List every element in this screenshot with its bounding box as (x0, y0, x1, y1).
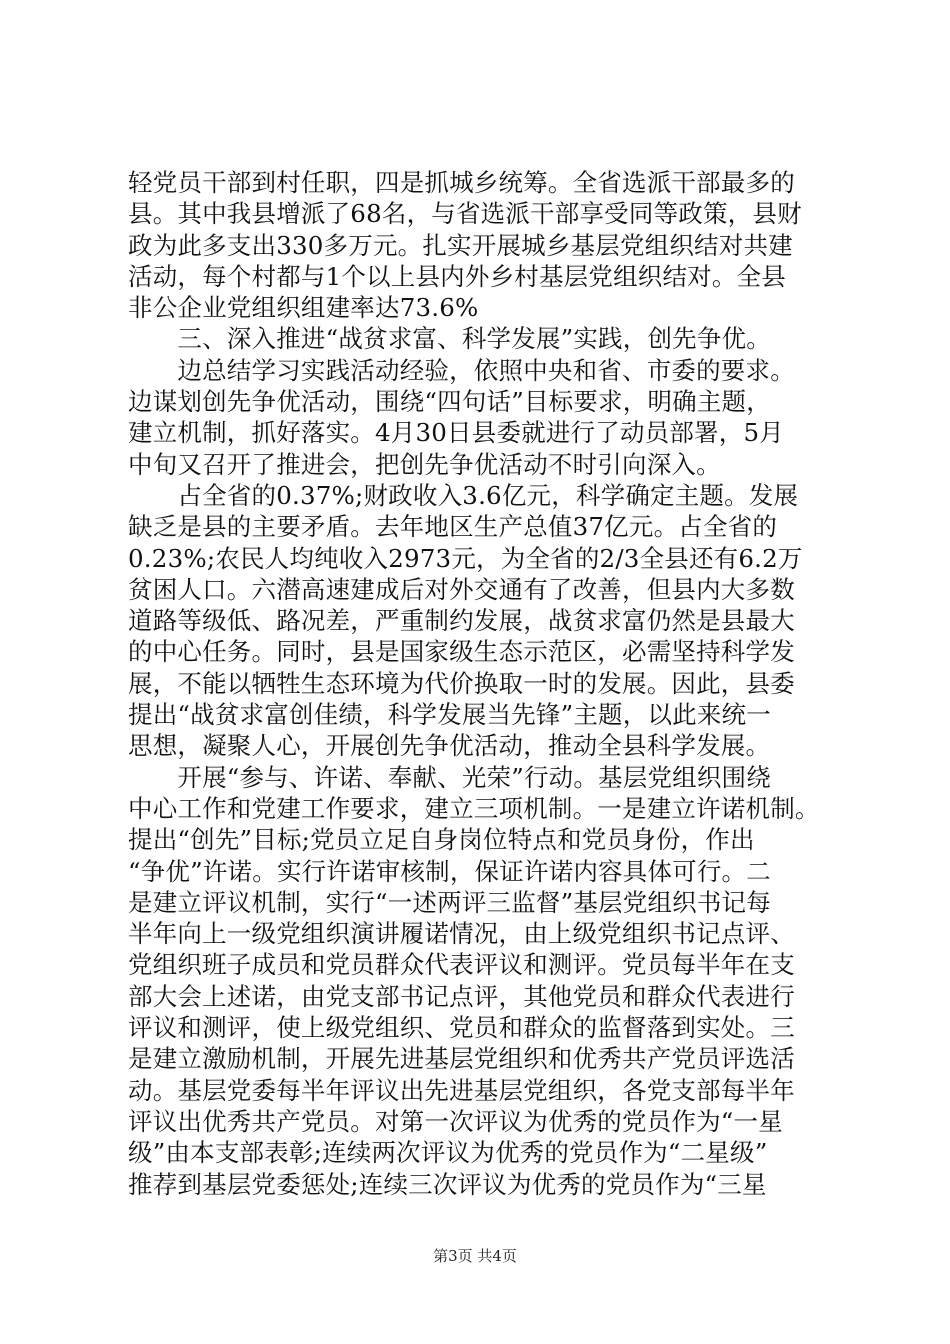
text-line: 政为此多支出330多万元。扎实开展城乡基层党组织结对共建 (128, 230, 793, 260)
text-line: 评议出优秀共产党员。对第一次评议为优秀的党员作为“一星 (128, 1106, 783, 1136)
section-heading: 三、深入推进“战贫求富、科学发展”实践，创先争优。 (128, 324, 771, 354)
text-line: 中旬又召开了推进会，把创先争优活动不时引向深入。 (128, 449, 721, 479)
text-line: 开展“参与、许诺、奉献、光荣”行动。基层党组织围绕 (128, 762, 771, 792)
text-line: 推荐到基层党委惩处;连续三次评议为优秀的党员作为“三星 (128, 1169, 767, 1199)
text-line: 中心工作和党建工作要求，建立三项机制。一是建立许诺机制。 (128, 793, 820, 823)
text-line: 非公企业党组织组建率达73.6% (128, 293, 479, 323)
text-line: 半年向上一级党组织演讲履诺情况，由上级党组织书记点评、 (128, 919, 795, 949)
text-line: “争优”许诺。实行许诺审核制，保证许诺内容具体可行。二 (128, 856, 771, 886)
text-line: 县。其中我县增派了68名，与省选派干部享受同等政策，县财 (128, 199, 802, 229)
text-line: 轻党员干部到村任职，四是抓城乡统筹。全省选派干部最多的 (128, 168, 795, 197)
text-line: 是建立评议机制，实行“一述两评三监督”基层党组织书记每 (128, 887, 771, 917)
text-line: 级”由本支部表彰;连续两次评议为优秀的党员作为“二星级” (128, 1138, 768, 1168)
text-line: 党组织班子成员和党员群众代表评议和测评。党员每半年在支 (128, 950, 795, 980)
text-line: 占全省的0.37%;财政收入3.6亿元，科学确定主题。发展 (128, 480, 799, 510)
text-line: 提出“战贫求富创佳绩，科学发展当先锋”主题，以此来统一 (128, 700, 771, 730)
text-line: 思想，凝聚人心，开展创先争优活动，推动全县科学发展。 (128, 731, 771, 761)
text-line: 贫困人口。六潜高速建成后对外交通有了改善，但县内大多数 (128, 574, 795, 604)
text-line: 0.23%;农民人均纯收入2973元，为全省的2/3全县还有6.2万 (128, 543, 803, 573)
document-body (128, 167, 828, 1200)
text-line: 缺乏是县的主要矛盾。去年地区生产总值37亿元。占全省的 (128, 512, 778, 542)
text-line: 提出“创先”目标;党员立足自身岗位特点和党员身份，作出 (128, 825, 755, 855)
text-line: 活动，每个村都与1个以上县内外乡村基层党组织结对。全县 (128, 261, 786, 291)
text-line: 建立机制，抓好落实。4月30日县委就进行了动员部署，5月 (128, 418, 784, 448)
text-line: 边总结学习实践活动经验，依照中央和省、市委的要求。 (128, 355, 795, 385)
text-line: 部大会上述诺，由党支部书记点评，其他党员和群众代表进行 (128, 981, 795, 1011)
text-line: 的中心任务。同时，县是国家级生态示范区，必需坚持科学发 (128, 637, 795, 667)
text-line: 道路等级低、路况差，严重制约发展，战贫求富仍然是县最大 (128, 606, 795, 636)
text-line: 是建立激励机制，开展先进基层党组织和优秀共产党员评选活 (128, 1044, 795, 1074)
text-line: 展，不能以牺牲生态环境为代价换取一时的发展。因此，县委 (128, 668, 795, 698)
text-line: 评议和测评，使上级党组织、党员和群众的监督落到实处。三 (128, 1013, 795, 1043)
text-line: 边谋划创先争优活动，围绕“四句话”目标要求，明确主题， (128, 387, 771, 417)
page-number-footer: 第3页 共4页 (433, 1247, 517, 1265)
text-line: 动。基层党委每半年评议出先进基层党组织，各党支部每半年 (128, 1075, 795, 1105)
